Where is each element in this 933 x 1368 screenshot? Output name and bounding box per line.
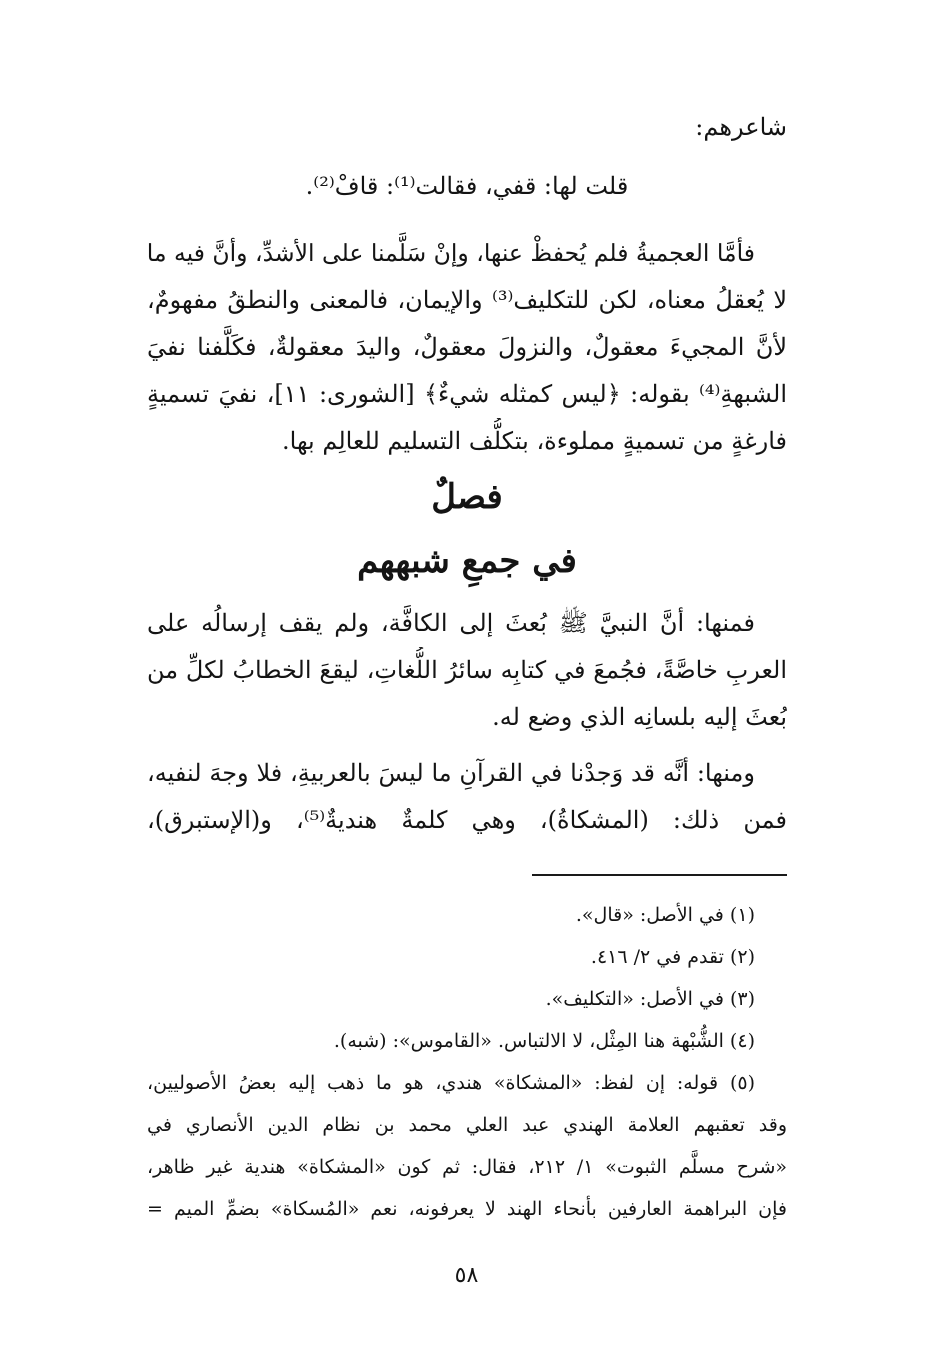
section-subtitle: في جمعِ شبههم	[357, 541, 577, 581]
footnote-5-continued: «شرح مسلَّم الثبوت» ١/ ٢١٢، فقال: ثم كون «المشكاة» هندية غير ظاهر،	[147, 1156, 787, 1178]
paragraph-line: لا يُعقلُ معناه، لكن للتكليف⁽³⁾ والإيمان، فالمعنى والنطقُ مفهومٌ،	[147, 286, 787, 314]
footnote-5-continued: فإن البراهمة العارفين بأنحاء الهند لا يعرفونه، نعم «المُسكاة» بضمِّ الميم =	[147, 1198, 787, 1220]
footnote-separator	[532, 874, 787, 876]
paragraph-2	[147, 600, 787, 741]
paragraph-line: فأمَّا العجميةُ فلم يُحفظْ عنها، وإنْ سَلَّمنا على الأشدِّ، وأنَّ فيه ما	[147, 239, 755, 267]
intro-block	[147, 104, 787, 151]
verse-block	[147, 163, 787, 210]
paragraph-line: ومنها: أنَّه قد وَجدْنا في القرآنِ ما ليسَ بالعربيةِ، فلا وجهَ لنفيه،	[147, 759, 755, 787]
paragraph-line: فمنها: أنَّ النبيَّ ﷺ بُعثَ إلى الكافَّة، ولم يقف إرسالُه على	[147, 609, 755, 637]
page-number: ٥٨	[454, 1263, 479, 1288]
paragraph-line: بُعثَ إليه بلسانِه الذي وضع له.	[492, 703, 787, 731]
footnote-5: (٥) قوله: إن لفظ: «المشكاة» هندي، هو ما ذهب إليه بعضُ الأصوليين،	[147, 1072, 755, 1094]
paragraph-line: العربِ خاصَّةً، فجُمعَ في كتابِه سائرُ اللُّغاتِ، ليقعَ الخطابُ لكلِّ من	[147, 656, 787, 684]
footnote-1: (١) في الأصل: «قال».	[575, 904, 755, 926]
paragraph-line: الشبهةِ⁽⁴⁾ بقوله: ﴿ليس كمثله شيءٌ﴾ [الشورى: ١١]، نفيَ تسميةٍ	[147, 380, 787, 408]
paragraph-1	[147, 230, 787, 465]
paragraph-3	[147, 750, 787, 844]
intro-line: شاعرهم:	[695, 113, 787, 141]
footnote-2: (٢) تقدم في ٢/ ٤١٦.	[590, 946, 755, 968]
paragraph-line: فارغةٍ من تسميةٍ مملوءة، بتكلُّف التسليم للعالِم بها.	[282, 427, 787, 455]
footnotes	[147, 894, 787, 1230]
footnote-4: (٤) الشُّبْهة هنا المِثْل، لا الالتباس. «القاموس»: (شبه).	[333, 1030, 755, 1052]
footnote-3: (٣) في الأصل: «التكليف».	[545, 988, 755, 1010]
footnote-5-continued: وقد تعقبهم العلامة الهندي عبد العلي محمد بن نظام الدين الأنصاري في	[147, 1114, 787, 1136]
paragraph-line: لأنَّ المجيءَ معقولٌ، والنزولَ معقولٌ، واليدَ معقولةٌ، فكَلَّفنا نفيَ	[147, 333, 787, 361]
poetry-verse: قلت لها: قفي، فقالت⁽¹⁾: قافْ⁽²⁾.	[305, 172, 629, 200]
paragraph-line: فمن ذلك: (المشكاةُ)، وهي كلمةٌ هنديةٌ⁽⁵⁾، و(الإستبرق)،	[147, 806, 787, 834]
section-title: فصلٌ	[431, 477, 503, 517]
